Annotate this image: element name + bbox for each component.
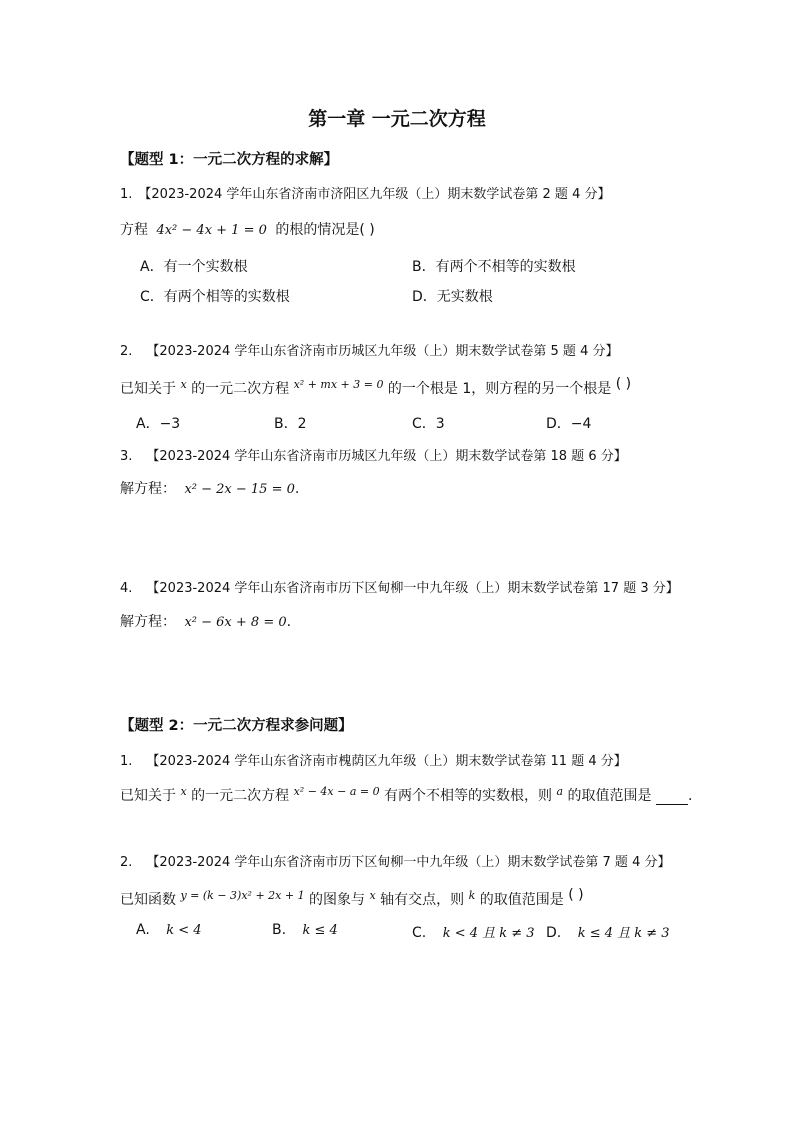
option-c: C．3 [412,416,445,432]
option-a: A．−3 [136,416,181,432]
question-number: 1. [120,754,133,769]
question-source: 3. 【2023-2024 学年山东省济南市历城区九年级（上）期末数学试卷第 18 题 6 分】 [120,449,627,464]
option-d: D．−4 [546,416,592,432]
question-stem: 方程 4x² − 4x + 1 = 0 的根的情况是( ) [120,222,375,238]
equation: x² − 6x + 8 = 0 [184,615,287,630]
question-source: 2. 【2023-2024 学年山东省济南市历城区九年级（上）期末数学试卷第 5 题 4 分】 [120,344,619,359]
option-d: D. k ≤ 4 且 k ≠ 3 [546,925,670,941]
option-b: B．2 [274,416,307,432]
option-c: C．有两个相等的实数根 [140,289,290,305]
question-number: 4. [120,581,133,596]
page-title: 第一章 一元二次方程 [308,108,486,130]
question-number: 3. [120,449,133,464]
option-a: A. k < 4 [136,922,202,938]
equation: x² − 2x − 15 = 0 [184,482,295,497]
question-source: 2. 【2023-2024 学年山东省济南市历下区甸柳一中九年级（上）期末数学试卷第 7 题 4 分】 [120,855,671,870]
question-source: 1. 【2023-2024 学年山东省济南市济阳区九年级（上）期末数学试卷第 2 题 4 分】 [120,187,611,202]
question-source: 4. 【2023-2024 学年山东省济南市历下区甸柳一中九年级（上）期末数学试卷第 17 题 3 分】 [120,581,679,596]
option-b: B. k ≤ 4 [272,922,338,938]
option-b: B．有两个不相等的实数根 [412,259,576,275]
question-number: 2. [120,344,133,359]
question-stem: 已知关于 $^x$ 的一元二次方程 $^{x^2 - 4x - a = 0}$ 有两个不相等的实数根，则 $^a$ 的取值范围是 . [120,785,693,804]
section-heading-1: 【题型 1：一元二次方程的求解】 [120,152,339,168]
section-heading-2: 【题型 2：一元二次方程求参问题】 [120,718,353,734]
answer-blank[interactable] [656,790,688,805]
equation: y = (k − 3)x² + 2x + 1 [180,889,305,902]
equation: 4x² − 4x + 1 = 0 [156,223,267,238]
question-stem: 已知关于 $^x$ 的一元二次方程 $^{x^2 + mx + 3 = 0}$ 的一个根是 1，则方程的另一个根是 ( ) [120,376,632,397]
equation: x² − 4x − a = 0 [293,785,380,798]
question-number: 2. [120,855,133,870]
question-stem: 解方程： x² − 2x − 15 = 0. [120,481,300,497]
question-stem: 解方程： x² − 6x + 8 = 0. [120,614,292,630]
question-number: 1. [120,187,133,202]
question-stem: 已知函数 $^{y = (k - 3)x^2 + 2x + 1}$ 的图象与 $^x$ 轴有交点，则 $^k$ 的取值范围是 ( ) [120,887,584,908]
option-c: C. k < 4 且 k ≠ 3 [412,925,535,941]
option-d: D．无实数根 [412,289,493,305]
question-source: 1. 【2023-2024 学年山东省济南市槐荫区九年级（上）期末数学试卷第 11 题 4 分】 [120,754,627,769]
option-a: A．有一个实数根 [140,259,248,275]
equation: x² + mx + 3 = 0 [293,378,384,391]
